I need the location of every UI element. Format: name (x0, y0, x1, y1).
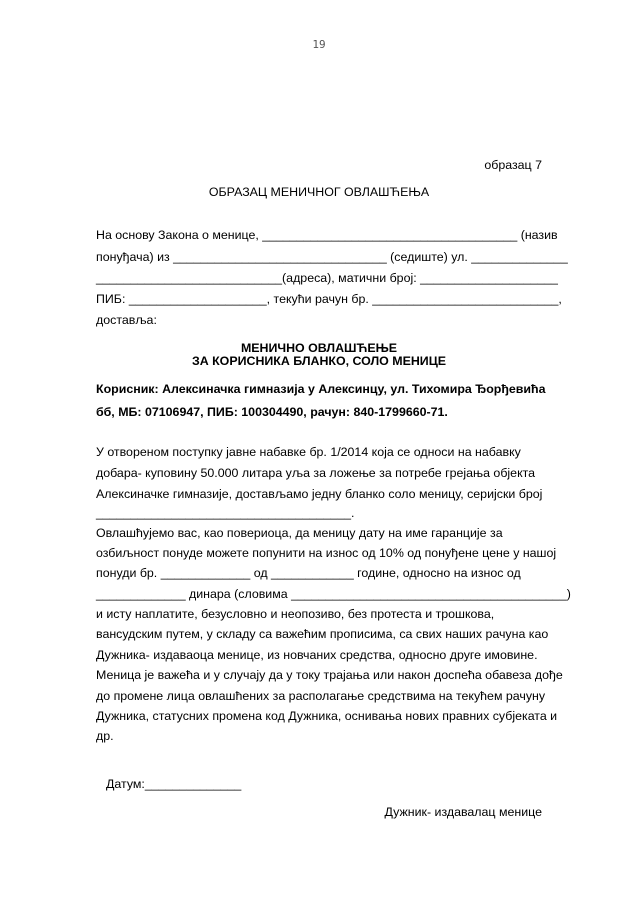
body-line: _____________________________________. (96, 506, 355, 520)
body-line: и исту наплатите, безусловно и неопозиво, без протеста и трошкова, (96, 607, 495, 621)
body-line: _____________ динара (словима ________________________________________) (96, 587, 571, 601)
body-line: Дужника- издаваоца менице, из новчаних средства, односно друге имовине. (96, 648, 538, 662)
intro-line: ПИБ: ____________________, текући рачун бр. ___________________________, (96, 292, 562, 306)
date-line: Датум:______________ (106, 777, 242, 791)
page-number: 19 (312, 38, 326, 51)
intro-line: На основу Закона о менице, _____________________________________ (назив (96, 228, 558, 242)
body-line: Меница је важећа и у случају да у току трајања или након доспећа обавеза дође (96, 668, 563, 682)
body-line: Алексиначке гимназије, достављамо једну бланко соло меницу, серијски број (96, 487, 543, 501)
body-line: Дужника, статусних промена код Дужника, оснивања нових правних субјеката и (96, 709, 558, 723)
signature-label: Дужник- издавалац менице (384, 805, 542, 819)
body-line: озбиљност понуде можете попунити на износ од 10% од понуђене цене у нашој (96, 546, 557, 560)
intro-line: ___________________________(адреса), матични број: ____________________ (96, 271, 558, 285)
form-title: ОБРАЗАЦ МЕНИЧНОГ ОВЛАШЋЕЊА (208, 185, 430, 199)
user-line: бб, МБ: 07106947, ПИБ: 100304490, рачун: 840-1799660-71. (96, 405, 448, 419)
authorization-heading: МЕНИЧНО ОВЛАШЋЕЊЕ (240, 341, 398, 355)
body-line: У отвореном поступку јавне набавке бр. 1/2014 која се односи на набавку (96, 445, 521, 459)
intro-line: доставља: (96, 313, 157, 327)
form-label: образац 7 (484, 158, 542, 172)
body-line: вансудским путем, у складу са важећим прописима, са свих наших рачуна као (96, 627, 549, 641)
body-line: Овлашћујемо вас, као повериоца, да меницу дату на име гаранције за (96, 526, 503, 540)
intro-line: понуђача) из _______________________________ (седиште) ул. ______________ (96, 250, 568, 264)
body-line: понуди бр. _____________ од ____________ године, односно на износ од (96, 566, 521, 580)
body-line: до промене лица овлашћених за располагање средствима на текућем рачуну (96, 689, 546, 703)
body-line: добара- куповину 50.000 литара уља за ложење за потребе грејања објекта (96, 466, 536, 480)
user-line: Корисник: Алексиначка гимназија у Алексинцу, ул. Тихомира Ђорђевића (96, 382, 546, 396)
body-line: др. (96, 729, 114, 743)
authorization-subheading: ЗА КОРИСНИКА БЛАНКО, СОЛО МЕНИЦЕ (191, 354, 447, 368)
